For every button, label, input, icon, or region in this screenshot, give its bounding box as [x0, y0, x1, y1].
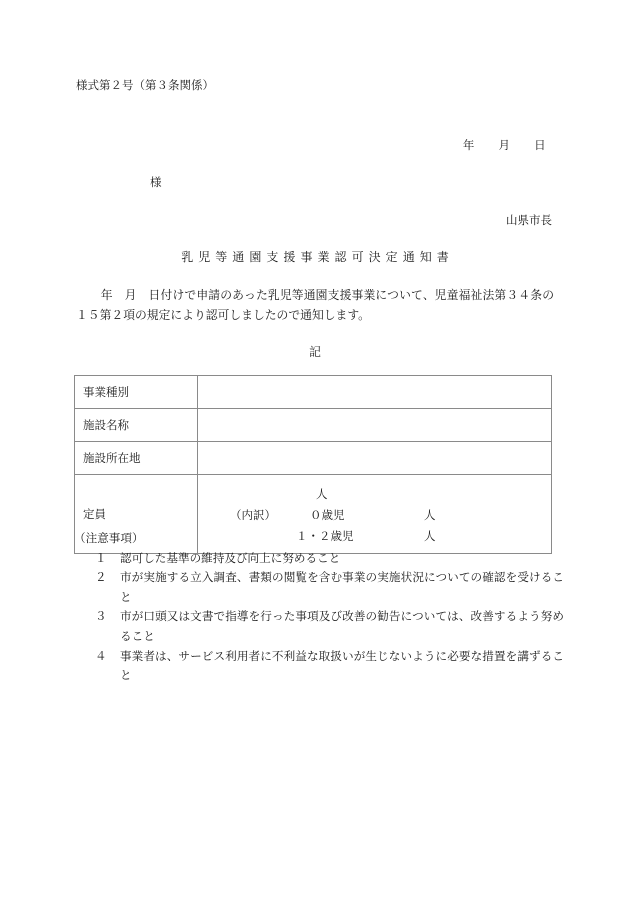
capacity-age12-label: １・２歳児 — [296, 531, 354, 543]
row-label-facility-name: 施設名称 — [75, 409, 198, 442]
facility-info-table — [74, 375, 552, 554]
notes-heading: （注意事項） — [74, 532, 144, 545]
capacity-breakdown-label: （内訳） — [230, 510, 276, 522]
table-row — [75, 442, 552, 475]
notes-list — [74, 549, 564, 686]
list-item — [74, 647, 564, 686]
row-value-facility-address[interactable] — [198, 442, 552, 475]
issuer-name: 山県市長 — [506, 215, 552, 227]
capacity-age12-unit: 人 — [424, 531, 436, 543]
document-title — [0, 248, 630, 265]
body-paragraph: 年 月 日付けで申請のあった乳児等通園支援事業について、児童福祉法第３４条の１５第２項の規定により認可しましたので通知します。 — [76, 288, 554, 322]
list-item — [74, 607, 564, 646]
recipient-honorific: 様 — [150, 177, 162, 189]
note-number: ３ — [95, 610, 107, 624]
capacity-age0-unit: 人 — [424, 510, 436, 522]
notes-section — [74, 529, 564, 686]
note-number: ２ — [95, 571, 107, 585]
form-number: 様式第２号（第３条関係） — [76, 80, 214, 92]
capacity-total-unit: 人 — [316, 489, 328, 501]
note-text: 事業者は、サービス利用者に不利益な取扱いが生じないように必要な措置を講ずること — [120, 649, 564, 683]
note-number: ４ — [95, 649, 107, 663]
note-text: 認可した基準の維持及び向上に努めること — [120, 551, 341, 565]
capacity-age0-label: ０歳児 — [310, 510, 345, 522]
note-text: 市が実施する立入調査、書類の閲覧を含む事業の実施状況についての確認を受けること — [120, 571, 564, 604]
table-row — [75, 409, 552, 442]
row-label-facility-address: 施設所在地 — [75, 442, 198, 475]
list-item — [74, 549, 564, 569]
row-value-business-type[interactable] — [198, 376, 552, 409]
row-label-capacity: 定員 — [75, 475, 198, 554]
row-label-business-type: 事業種別 — [75, 376, 198, 409]
table-row — [75, 376, 552, 409]
note-number: １ — [95, 551, 107, 565]
row-value-facility-name[interactable] — [198, 409, 552, 442]
ki-marker: 記 — [309, 345, 321, 359]
document-title-text: 乳児等通園支援事業認可決定通知書 — [181, 250, 454, 264]
note-text: 市が口頭又は文書で指導を行った事項及び改善の勧告については、改善するよう努めること — [120, 610, 564, 643]
date-line: 年 月 日 — [462, 140, 552, 152]
list-item — [74, 568, 564, 607]
